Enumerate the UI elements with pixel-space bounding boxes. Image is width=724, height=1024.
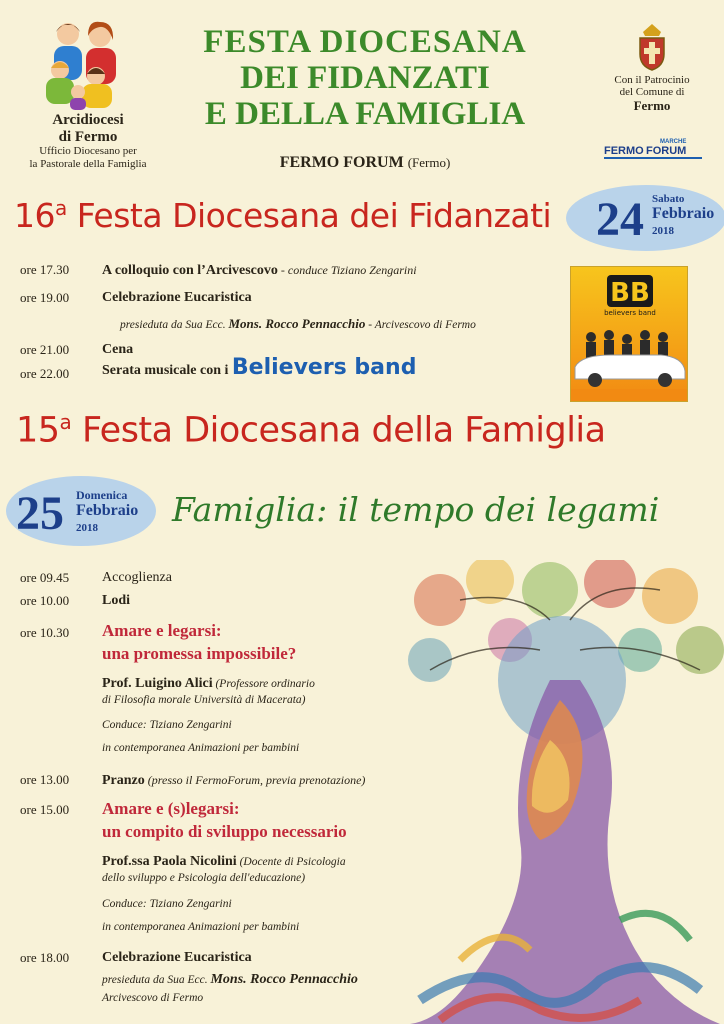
- organizer-block: [8, 112, 168, 171]
- band-name: Believers band: [231, 355, 417, 380]
- talk-speaker: Prof.ssa Paola Nicolini: [102, 854, 237, 869]
- forum-logo-forum: FORUM: [646, 145, 687, 157]
- patronage-line1: Con il Patrocinio: [614, 74, 690, 86]
- talk-kids: in contemporanea Animazioni per bambini: [102, 742, 300, 754]
- talk-title-line2: un compito di sviluppo necessario: [102, 822, 347, 841]
- forum-logo-fermo: FERMO: [604, 145, 644, 157]
- talk-kids: in contemporanea Animazioni per bambini: [102, 921, 300, 933]
- talk-speaker-role: (Professore ordinario: [212, 678, 315, 690]
- section2-date-year: 2018: [76, 522, 98, 534]
- talk-speaker-line: [102, 676, 315, 692]
- program-text: Accoglienza: [102, 570, 172, 585]
- section1-date-year: 2018: [652, 225, 674, 237]
- program-text: Lodi: [102, 593, 131, 608]
- program-text: Celebrazione Eucaristica: [102, 950, 252, 965]
- patronage-block: [590, 74, 714, 114]
- program-time: ore 21.00: [20, 342, 70, 357]
- patronage-city: Fermo: [633, 98, 671, 113]
- patronage-line2: del Comune di: [619, 86, 685, 98]
- subline-prefix: presieduta da Sua Ecc.: [102, 974, 211, 986]
- program-note: (presso il FermoForum, previa prenotazione): [144, 773, 366, 787]
- program-subline: [102, 972, 358, 988]
- program-text: Pranzo: [102, 773, 145, 788]
- section2-number: 15: [16, 410, 60, 451]
- section2-date-weekday: Domenica: [76, 488, 128, 502]
- program-text: Celebrazione Eucaristica: [102, 290, 252, 305]
- section2-date-badge: [6, 476, 156, 546]
- talk-title-line1: Amare e legarsi:: [102, 621, 222, 640]
- subline-prefix: presieduta da Sua Ecc.: [120, 319, 229, 331]
- section1-date-month: Febbraio: [652, 205, 715, 222]
- program-time: ore 10.00: [20, 593, 70, 608]
- main-title-line2: DEI FIDANZATI: [240, 60, 490, 96]
- program-subline2: Arcivescovo di Fermo: [102, 992, 204, 1004]
- subline-suffix: - Arcivescovo di Fermo: [365, 319, 476, 331]
- program-time: ore 19.00: [20, 290, 70, 305]
- section2-title-text: Festa Diocesana della Famiglia: [71, 410, 606, 451]
- organizer-name-line2: di Fermo: [58, 129, 118, 145]
- subline-name: Mons. Rocco Pennacchio: [210, 972, 358, 987]
- family-logo-icon: [38, 20, 130, 112]
- band-logo-text: BB: [610, 278, 650, 308]
- talk-speaker: Prof. Luigino Alici: [102, 676, 213, 691]
- program-text: Serata musicale con i: [102, 363, 232, 378]
- venue-note: (Fermo): [407, 155, 451, 170]
- talk-title-line2: una promessa impossibile?: [102, 644, 297, 663]
- talk-speaker-line: [102, 854, 346, 870]
- band-logo-subtext: believers band: [604, 309, 656, 317]
- subline-name: Mons. Rocco Pennacchio: [228, 316, 366, 331]
- program-time: ore 10.30: [20, 625, 70, 640]
- program-time: ore 22.00: [20, 366, 70, 381]
- section1-date-day: 24: [596, 193, 644, 246]
- venue: [250, 154, 480, 172]
- program-time: ore 09.45: [20, 570, 70, 585]
- fermo-forum-logo: [604, 136, 702, 162]
- organizer-office-line1: Ufficio Diocesano per: [39, 145, 137, 157]
- section2-program: [20, 570, 500, 1010]
- program-time: ore 13.00: [20, 772, 70, 787]
- section2-subtitle: Famiglia: il tempo dei legami: [172, 490, 660, 529]
- section1-date-weekday: Sabato: [652, 193, 685, 205]
- city-crest-icon: [635, 22, 669, 72]
- forum-logo-marche: MARCHE: [660, 139, 687, 145]
- section1-ordinal: a: [55, 196, 67, 220]
- organizer-office-line2: la Pastorale della Famiglia: [29, 158, 147, 170]
- talk-speaker-role-line2: dello sviluppo e Psicologia dell'educazione): [102, 872, 306, 884]
- band-photo-illustration: [571, 267, 688, 402]
- program-subline: [120, 316, 476, 332]
- program-note: - conduce Tiziano Zengarini: [277, 263, 417, 277]
- talk-conduce: Conduce: Tiziano Zengarini: [102, 719, 232, 731]
- section1-title-text: Festa Diocesana dei Fidanzati: [66, 196, 552, 235]
- section1-title: [14, 196, 551, 235]
- venue-name: FERMO FORUM: [279, 154, 404, 171]
- section1-number: 16: [14, 196, 55, 235]
- talk-speaker-role: (Docente di Psicologia: [236, 856, 346, 868]
- program-text: A colloquio con l’Arcivescovo: [102, 263, 278, 278]
- main-title-line3: E DELLA FAMIGLIA: [204, 96, 526, 132]
- talk-speaker-role-line2: di Filosofia morale Università di Macerata): [102, 694, 306, 706]
- program-time: ore 15.00: [20, 802, 70, 817]
- main-title: [160, 24, 570, 132]
- section2-date-month: Febbraio: [76, 502, 139, 519]
- section2-date-day: 25: [16, 487, 64, 540]
- band-photo: [570, 266, 688, 402]
- talk-conduce: Conduce: Tiziano Zengarini: [102, 898, 232, 910]
- section2-title: [16, 410, 606, 451]
- section1-program: [20, 262, 580, 392]
- main-title-line1: FESTA DIOCESANA: [203, 24, 527, 60]
- section1-date-badge: [566, 185, 724, 251]
- program-time: ore 18.00: [20, 950, 70, 965]
- program-text: Cena: [102, 342, 134, 357]
- organizer-name-line1: Arcidiocesi: [52, 112, 124, 128]
- section2-ordinal: a: [59, 410, 72, 434]
- talk-title-line1: Amare e (s)legarsi:: [102, 799, 240, 818]
- program-time: ore 17.30: [20, 262, 70, 277]
